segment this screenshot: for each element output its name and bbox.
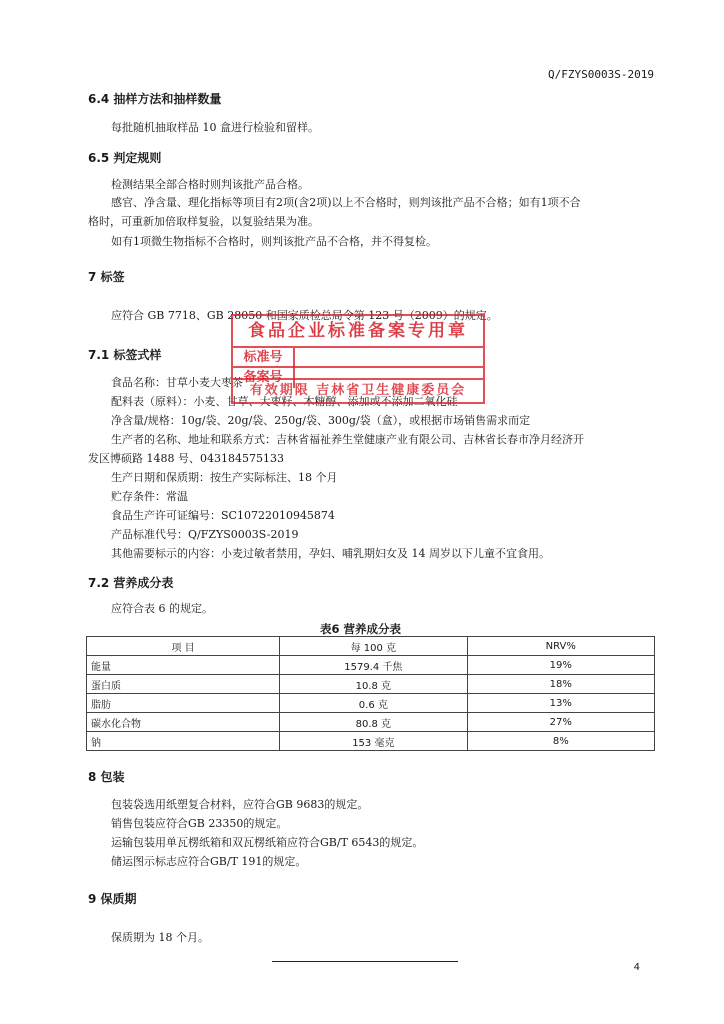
- section-6-5-text-2a: 感官、净含量、理化指标等项目有2项(含2项)以上不合格时，则判该批产品不合格；如有1项不合: [111, 196, 581, 209]
- stamp-issuer: 吉林省卫生健康委员会: [316, 383, 467, 398]
- column-header: 项 目: [87, 637, 280, 656]
- stamp-label-validity: 有效期限: [249, 383, 310, 398]
- packaging-line-4: 储运图示标志应符合GB/T 191的规定。: [111, 855, 307, 868]
- section-7-1-heading: 7.1 标签式样: [88, 348, 162, 362]
- section-7-2-heading: 7.2 营养成分表: [88, 576, 174, 590]
- shelf-life-text: 保质期为 18 个月。: [111, 931, 209, 944]
- label-other-info: 其他需要标示的内容：小麦过敏者禁用，孕妇、哺乳期妇女及 14 周岁以下儿童不宜食用。: [111, 547, 550, 560]
- label-producer-b: 发区博硕路 1488 号、043184575133: [88, 452, 284, 465]
- filing-stamp: [231, 314, 485, 404]
- packaging-line-3: 运输包装用单瓦楞纸箱和双瓦楞纸箱应符合GB/T 6543的规定。: [111, 836, 424, 849]
- table-row: [87, 732, 655, 751]
- label-license-number: 食品生产许可证编号：SC10722010945874: [111, 509, 335, 522]
- table-cell: 19%: [467, 656, 654, 675]
- table-row: [87, 656, 655, 675]
- table-cell: 80.8 克: [280, 713, 467, 732]
- section-6-5-text-3: 如有1项微生物指标不合格时，则判该批产品不合格，并不得复检。: [111, 235, 437, 248]
- nutrition-table: [86, 636, 655, 751]
- page-number: 4: [633, 962, 640, 973]
- table-header-row: [87, 637, 655, 656]
- table-cell: 10.8 克: [280, 675, 467, 694]
- table-cell: 27%: [467, 713, 654, 732]
- label-production-date: 生产日期和保质期：按生产实际标注、18 个月: [111, 471, 338, 484]
- section-7-text: 应符合 GB 7718、GB 28050 和国家质检总局令第 123 号（2009）的规定。: [111, 309, 498, 322]
- table-cell: 18%: [467, 675, 654, 694]
- stamp-row-standard: [233, 346, 483, 368]
- table-cell: 8%: [467, 732, 654, 751]
- table-cell: 153 毫克: [280, 732, 467, 751]
- table-cell: 脂肪: [87, 694, 280, 713]
- footer-rule: [272, 961, 458, 962]
- column-header: NRV%: [467, 637, 654, 656]
- table-row: [87, 675, 655, 694]
- section-6-4-heading: 6.4 抽样方法和抽样数量: [88, 92, 222, 106]
- stamp-label-filing: 备案号: [233, 368, 295, 388]
- label-storage: 贮存条件：常温: [111, 490, 188, 503]
- section-6-5-text-1: 检测结果全部合格时则判该批产品合格。: [111, 178, 309, 191]
- table-cell: 0.6 克: [280, 694, 467, 713]
- label-standard-code: 产品标准代号：Q/FZYS0003S-2019: [111, 528, 299, 541]
- packaging-line-1: 包装袋选用纸塑复合材料，应符合GB 9683的规定。: [111, 798, 369, 811]
- table-caption: 表6 营养成分表: [320, 622, 402, 636]
- table-cell: 蛋白质: [87, 675, 280, 694]
- table-cell: 碳水化合物: [87, 713, 280, 732]
- document-code-header: Q/FZYS0003S-2019: [548, 68, 654, 81]
- section-7-heading: 7 标签: [88, 270, 125, 284]
- label-producer-a: 生产者的名称、地址和联系方式：吉林省福祉养生堂健康产业有限公司、吉林省长春市净月经济开: [111, 433, 584, 446]
- stamp-label-standard: 标准号: [233, 348, 295, 368]
- column-header: 每 100 克: [280, 637, 467, 656]
- packaging-line-2: 销售包装应符合GB 23350的规定。: [111, 817, 288, 830]
- section-8-heading: 8 包装: [88, 770, 125, 784]
- table-cell: 1579.4 千焦: [280, 656, 467, 675]
- section-6-5-heading: 6.5 判定规则: [88, 151, 162, 165]
- table-cell: 13%: [467, 694, 654, 713]
- section-7-2-text: 应符合表 6 的规定。: [111, 602, 213, 615]
- label-net-content: 净含量/规格：10g/袋、20g/袋、250g/袋、300g/袋（盒），或根据市场销售需求而定: [111, 414, 531, 427]
- section-6-5-text-2b: 格时，可重新加倍取样复验，以复验结果为准。: [88, 215, 319, 228]
- table-row: [87, 694, 655, 713]
- label-ingredients: 配料表（原料）：小麦、甘草、大枣籽、木糖醇、添加或不添加二氧化硅: [111, 395, 458, 408]
- table-row: [87, 713, 655, 732]
- section-9-heading: 9 保质期: [88, 892, 137, 906]
- table-cell: 钠: [87, 732, 280, 751]
- stamp-bottom-row: [233, 378, 483, 402]
- label-food-name: 食品名称：甘草小麦大枣茶: [111, 376, 243, 389]
- table-cell: 能量: [87, 656, 280, 675]
- stamp-title: 食品企业标准备案专用章: [248, 321, 468, 341]
- section-6-4-text: 每批随机抽取样品 10 盒进行检验和留样。: [111, 121, 319, 134]
